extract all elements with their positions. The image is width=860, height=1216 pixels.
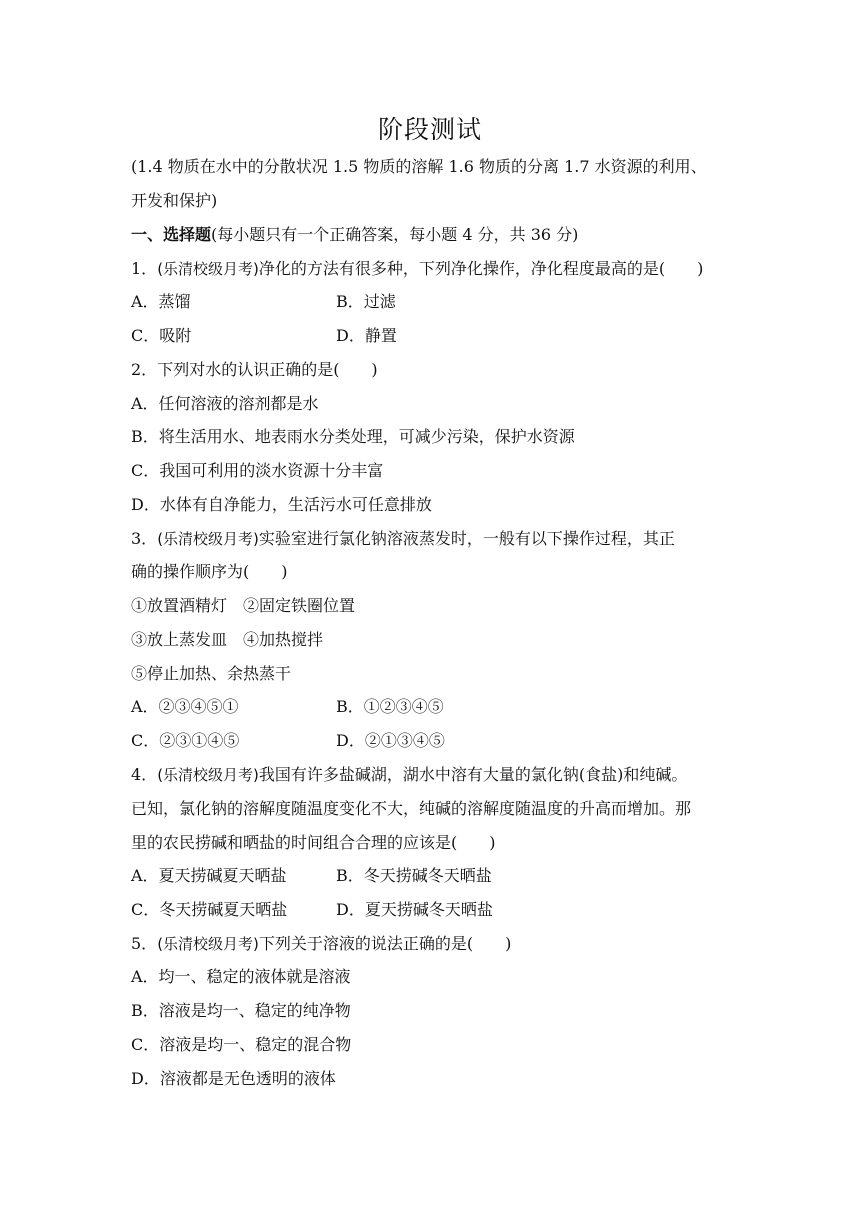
question-1-option-b: B．过滤 <box>336 292 396 311</box>
section-heading <box>131 224 578 246</box>
section-heading-label: 一、选择题 <box>131 225 212 244</box>
question-4-option-c: C．冬天捞碱夏天晒盐 <box>131 900 288 919</box>
question-5-text: 下列关于溶液的说法正确的是( ) <box>258 934 512 953</box>
question-3-text-line-2: 确的操作顺序为( ) <box>131 562 288 581</box>
question-1-text: 净化的方法有很多种，下列净化操作，净化程度最高的是( ) <box>258 259 704 278</box>
question-2-number: 2． <box>131 360 158 379</box>
question-4-source: (乐清校级月考) <box>157 766 259 784</box>
question-4-text-line-2: 已知，氯化钠的溶解度随温度变化不大，纯碱的溶解度随温度的升高而增加。那 <box>131 799 692 818</box>
question-5-number: 5． <box>131 934 158 953</box>
subtitle-line-1: (1.4 物质在水中的分散状况 1.5 物质的溶解 1.6 物质的分离 1.7 水资源的利用、 <box>131 157 707 176</box>
section-heading-note: (每小题只有一个正确答案，每小题 4 分，共 36 分) <box>211 225 579 244</box>
question-1-option-d: D．静置 <box>336 326 397 345</box>
question-4-stem <box>131 764 687 786</box>
question-1-option-a: A．蒸馏 <box>131 292 191 311</box>
question-1-stem <box>131 258 703 280</box>
question-1-number: 1． <box>131 259 158 278</box>
question-2-option-a: A．任何溶液的溶剂都是水 <box>131 394 319 413</box>
question-3-option-c: C．②③①④⑤ <box>131 731 240 750</box>
question-2-option-d: D．水体有自净能力，生活污水可任意排放 <box>131 495 432 514</box>
question-2-option-c: C．我国可利用的淡水资源十分丰富 <box>131 461 384 480</box>
question-4-text-line-1: 我国有许多盐碱湖，湖水中溶有大量的氯化钠(食盐)和纯碱。 <box>258 765 688 784</box>
question-5-option-a: A．均一、稳定的液体就是溶液 <box>131 967 351 986</box>
question-4-number: 4． <box>131 765 158 784</box>
question-3-number: 3． <box>131 529 158 548</box>
question-3-step-line-2: ③放上蒸发皿 ④加热搅拌 <box>131 630 324 649</box>
question-3-option-d: D．②①③④⑤ <box>336 731 445 750</box>
question-3-source: (乐清校级月考) <box>157 530 259 548</box>
question-1-source: (乐清校级月考) <box>157 260 259 278</box>
question-5-option-b: B．溶液是均一、稳定的纯净物 <box>131 1001 351 1020</box>
page-title: 阶段测试 <box>377 115 482 144</box>
question-3-step-line-1: ①放置酒精灯 ②固定铁圈位置 <box>131 596 356 615</box>
question-3-step-line-3: ⑤停止加热、余热蒸干 <box>131 664 292 683</box>
question-5-stem <box>131 933 511 955</box>
question-5-source: (乐清校级月考) <box>157 935 259 953</box>
question-3-option-a: A．②③④⑤① <box>131 697 239 716</box>
question-2-text: 下列对水的认识正确的是( ) <box>157 360 378 379</box>
question-4-option-a: A．夏天捞碱夏天晒盐 <box>131 866 287 885</box>
question-5-option-c: C．溶液是均一、稳定的混合物 <box>131 1035 352 1054</box>
question-3-text-line-1: 实验室进行氯化钠溶液蒸发时，一般有以下操作过程，其正 <box>258 529 675 548</box>
question-5-option-d: D．溶液都是无色透明的液体 <box>131 1069 336 1088</box>
question-3-option-b: B．①②③④⑤ <box>336 697 444 716</box>
question-4-text-line-3: 里的农民捞碱和晒盐的时间组合合理的应该是( ) <box>131 833 496 852</box>
question-4-option-b: B．冬天捞碱冬天晒盐 <box>336 866 492 885</box>
question-4-option-d: D．夏天捞碱冬天晒盐 <box>336 900 493 919</box>
question-2-stem <box>131 359 378 381</box>
subtitle-line-2: 开发和保护) <box>131 191 218 210</box>
question-2-option-b: B．将生活用水、地表雨水分类处理，可减少污染，保护水资源 <box>131 427 575 446</box>
question-3-stem <box>131 528 675 550</box>
question-1-option-c: C．吸附 <box>131 326 192 345</box>
